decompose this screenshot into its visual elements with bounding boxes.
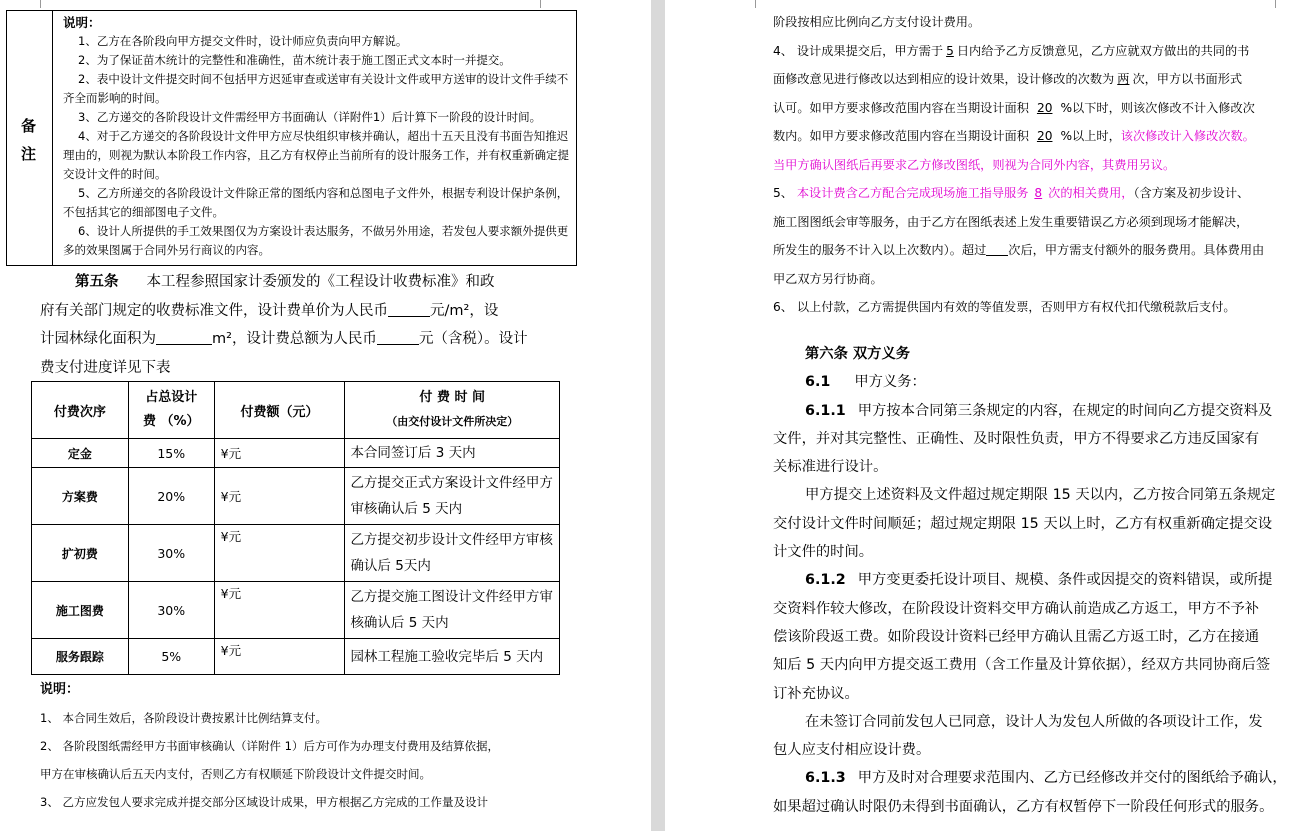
article-6 xyxy=(773,340,1287,821)
header-amount: 付费额（元） xyxy=(214,382,345,439)
terms-text: 次后，甲方需支付额外的服务费用。具体费用由 xyxy=(1008,243,1265,257)
header-time xyxy=(345,382,560,439)
article-6-line: 在未签订合同前发包人已同意，设计人为发包人所做的各项设计工作，发 xyxy=(805,713,1263,730)
article-5-text: 元（含税）。设计 xyxy=(418,331,528,347)
header-percent-line: 费 （%） xyxy=(142,414,200,429)
time-cell: 乙方提交正式方案设计文件经甲方审核确认后 5 天内 xyxy=(345,468,560,525)
article-6-line: 订补充协议。 xyxy=(773,685,859,702)
article-5-line xyxy=(40,268,570,297)
article-6-line: 如果超过确认时限仍未得到书面确认，乙方有权暂停下一阶段任何形式的服务。 xyxy=(773,798,1274,815)
remarks-item: 6、设计人所提供的手工效果图仅为方案设计表达服务，不做另外用途，若发包人要求额外提供更多的效果图属于合同外另行商议的内容。 xyxy=(63,224,569,257)
terms-line xyxy=(773,37,1273,66)
highlighted-text: 次的相关费用， xyxy=(1048,186,1134,200)
percent-cell: 30% xyxy=(128,582,214,639)
article-6-heading xyxy=(773,340,1273,368)
feedback-days: 5 xyxy=(946,43,954,58)
terms-text: （含方案及初步设计、 xyxy=(1133,186,1250,200)
amount-cell: ¥元 xyxy=(214,582,345,639)
notes-title: 说明： xyxy=(40,682,80,697)
payment-notes xyxy=(40,676,560,816)
highlighted-text: 本设计费含乙方配合完成现场施工指导服务 xyxy=(796,186,1029,200)
terms-line: 施工图图纸会审等服务，由于乙方在图纸表述上发生重要错误乙方必须到现场才能解决， xyxy=(773,214,1249,229)
blank-total xyxy=(377,331,419,345)
section-number: 6.1.2 xyxy=(805,572,846,589)
notes-line: 2、 各阶段图纸需经甲方书面审核确认（详附件 1）后方可作为办理支付费用及结算依据， xyxy=(40,739,499,753)
remarks-table xyxy=(6,10,577,266)
revision-percent: 20 xyxy=(1036,100,1053,115)
stage-cell: 服务跟踪 xyxy=(32,639,129,675)
remarks-item: 2、为了保证苗木统计的完整性和准确性，苗木统计表于施工图正式文本时一并提交。 xyxy=(78,53,511,67)
article-6-line: 甲方提交上述资料及文件超过规定期限 15 天以内，乙方按合同第五条规定 xyxy=(805,487,1276,504)
highlighted-text: 该次修改计入修改次数。 xyxy=(1120,129,1255,143)
page-gutter xyxy=(651,0,665,831)
remarks-item: 4、对于乙方递交的各阶段设计文件甲方应尽快组织审核并确认，超出十五天且没有书面告知推迟理由的，则视为默认本阶段工作内容，且乙方有权停止当前所有的设计服务工作，并有权重新确定提交设计文件的时间。 xyxy=(63,129,569,181)
remarks-item: 3、乙方递交的各阶段设计文件需经甲方书面确认（详附件1）后计算下一阶段的设计时间。 xyxy=(78,110,542,124)
article-5-line: 费支付进度详见下表 xyxy=(40,359,171,376)
header-percent xyxy=(128,382,214,439)
percent-cell: 15% xyxy=(128,439,214,468)
section-number: 6.1 xyxy=(805,374,831,391)
percent-cell: 20% xyxy=(128,468,214,525)
payment-table xyxy=(31,381,560,675)
terms-text: %以下时，则该次修改不计入修改次 xyxy=(1060,100,1255,115)
terms-line xyxy=(773,179,1273,208)
highlighted-line: 当甲方确认图纸后再要求乙方修改图纸，则视为合同外内容，其费用另议。 xyxy=(773,157,1176,172)
crop-mark xyxy=(40,0,41,8)
terms-text: 日内给予乙方反馈意见，乙方应就双方做出的共同的书 xyxy=(956,43,1250,58)
article-5-text: m²，设计费总额为人民币 xyxy=(212,331,377,347)
article-6-line: 交付设计文件时间顺延；超过规定期限 15 天以上时，乙方有权重新确定提交设 xyxy=(773,515,1273,532)
terms-text: 次，甲方以书面形式 xyxy=(1132,72,1243,86)
terms-line: 阶段按相应比例向乙方支付设计费用。 xyxy=(773,15,981,29)
article-6-line: 交资料作较大修改，在阶段设计资料交甲方确认前造成乙方返工，甲方不予补 xyxy=(773,600,1260,617)
percent-cell: 5% xyxy=(128,639,214,675)
article-5-text: 元/m²，设 xyxy=(430,302,499,319)
time-cell: 园林工程施工验收完毕后 5 天内 xyxy=(345,639,560,675)
notes-line: 甲方在审核确认后五天内支付，否则乙方有权顺延下阶段设计文件提交时间。 xyxy=(40,767,431,781)
article-5-heading: 第五条 xyxy=(75,274,119,290)
stage-cell: 方案费 xyxy=(32,468,129,525)
amount-cell: ¥元 xyxy=(214,639,345,675)
section-text: 甲方及时对合理要求范围内、乙方已经修改并交付的图纸给予确认， xyxy=(857,770,1287,787)
section-6-1 xyxy=(773,368,1273,396)
remarks-label-char: 备 xyxy=(21,117,37,135)
terms-text: 认可。如甲方要求修改范围内容在当期设计面积 xyxy=(773,100,1029,115)
percent-cell: 30% xyxy=(128,525,214,582)
article-6-line: 计文件的时间。 xyxy=(773,544,874,561)
terms-text: 5、 xyxy=(773,186,797,200)
section-6-1-3 xyxy=(773,764,1287,792)
stage-cell: 定金 xyxy=(32,439,129,468)
remarks-content xyxy=(63,13,573,260)
terms-text: %以上时， xyxy=(1060,129,1121,143)
header-percent-line: 占总设计 xyxy=(145,390,198,405)
terms-text: 面修改意见进行修改以达到相应的设计效果，设计修改的次数为 xyxy=(773,72,1115,86)
service-count: 8 xyxy=(1034,186,1043,200)
table-row xyxy=(32,582,560,639)
section-text: 甲方义务： xyxy=(854,374,926,391)
terms-line xyxy=(773,65,1273,94)
blank-unit-price xyxy=(388,303,430,317)
crop-mark xyxy=(1275,0,1276,8)
blank-extra-count xyxy=(986,244,1008,256)
terms-line xyxy=(773,94,1273,123)
table-row xyxy=(32,525,560,582)
payment-header-row xyxy=(32,382,560,439)
time-cell: 乙方提交施工图设计文件经甲方审核确认后 5 天内 xyxy=(345,582,560,639)
article-6-line: 偿该阶段返工费。如阶段设计资料已经甲方确认且需乙方返工时，乙方在接通 xyxy=(773,628,1260,645)
crop-mark xyxy=(540,0,541,8)
amount-cell: ¥元 xyxy=(214,525,345,582)
time-cell: 本合同签订后 3 天内 xyxy=(345,439,560,468)
stage-cell: 施工图费 xyxy=(32,582,129,639)
terms-line xyxy=(773,236,1273,265)
article-6-line: 关标准进行设计。 xyxy=(773,459,888,476)
header-stage: 付费次序 xyxy=(32,382,129,439)
article-5-text: 府有关部门规定的收费标准文件，设计费单价为人民币 xyxy=(40,302,388,319)
revision-count: 两 xyxy=(1117,72,1130,86)
article-6-line: 包人应支付相应设计费。 xyxy=(773,742,931,759)
remarks-title: 说明： xyxy=(63,15,101,30)
header-time-subtitle: （由交付设计文件所决定） xyxy=(386,415,519,428)
stage-cell: 扩初费 xyxy=(32,525,129,582)
remarks-label-cell xyxy=(7,11,53,265)
section-number: 6.1.1 xyxy=(805,402,846,419)
table-row xyxy=(32,439,560,468)
section-6-1-2 xyxy=(773,566,1273,594)
notes-line: 3、 乙方应发包人要求完成并提交部分区域设计成果，甲方根据乙方完成的工作量及设计 xyxy=(40,795,488,809)
section-6-1-1 xyxy=(773,397,1273,425)
remarks-label-char: 注 xyxy=(21,145,37,163)
amount-cell: ¥元 xyxy=(214,439,345,468)
terms-line: 6、 以上付款，乙方需提供国内有效的等值发票，否则甲方有权代扣代缴税款后支付。 xyxy=(773,300,1236,314)
article-6-line: 文件，并对其完整性、正确性、及时限性负责，甲方不得要求乙方违反国家有 xyxy=(773,430,1260,447)
section-text: 甲方变更委托设计项目、规模、条件或因提交的资料错误，或所提 xyxy=(857,572,1273,589)
terms-text: 所发生的服务不计入以上次数内）。超过 xyxy=(773,243,987,257)
crop-mark xyxy=(755,0,756,8)
terms-text: 数内。如甲方要求修改范围内容在当期设计面积 xyxy=(773,129,1029,143)
article-6-line: 知后 5 天内向甲方提交返工费用（含工作量及计算依据），经双方共同协商后签 xyxy=(773,657,1271,674)
terms-line xyxy=(773,122,1273,151)
section-text: 甲方按本合同第三条规定的内容，在规定的时间向乙方提交资料及 xyxy=(857,402,1273,419)
amount-cell: ¥元 xyxy=(214,468,345,525)
table-row xyxy=(32,639,560,675)
article-5-line xyxy=(40,325,570,354)
table-row xyxy=(32,468,560,525)
article-5-text: 本工程参照国家计委颁发的《工程设计收费标准》和政 xyxy=(146,274,495,290)
payment-terms-continued xyxy=(773,8,1273,322)
article-5-line xyxy=(40,297,570,326)
time-cell: 乙方提交初步设计文件经甲方审核确认后 5天内 xyxy=(345,525,560,582)
terms-text: 4、 设计成果提交后，甲方需于 xyxy=(773,43,944,58)
remarks-item: 5、乙方所递交的各阶段设计文件除正常的图纸内容和总图电子文件外，根据专利设计保护条例，不包括其它的细部图电子文件。 xyxy=(63,186,569,219)
blank-area xyxy=(156,331,212,345)
notes-line: 1、 本合同生效后，各阶段设计费按累计比例结算支付。 xyxy=(40,711,327,725)
remarks-item: 2、表中设计文件提交时间不包括甲方迟延审查或送审有关设计文件或甲方送审的设计文件手续不齐全而影响的时间。 xyxy=(63,72,569,105)
revision-percent: 20 xyxy=(1036,129,1053,143)
article-5 xyxy=(40,268,570,382)
remarks-item: 1、乙方在各阶段向甲方提交文件时，设计师应负责向甲方解说。 xyxy=(78,34,408,48)
terms-line: 甲乙双方另行协商。 xyxy=(773,271,883,286)
article-5-text: 计园林绿化面积为 xyxy=(40,331,156,347)
header-time-title: 付 费 时 间 xyxy=(419,390,485,405)
article-6-heading-text: 第六条 双方义务 xyxy=(805,346,911,362)
section-number: 6.1.3 xyxy=(805,770,846,787)
